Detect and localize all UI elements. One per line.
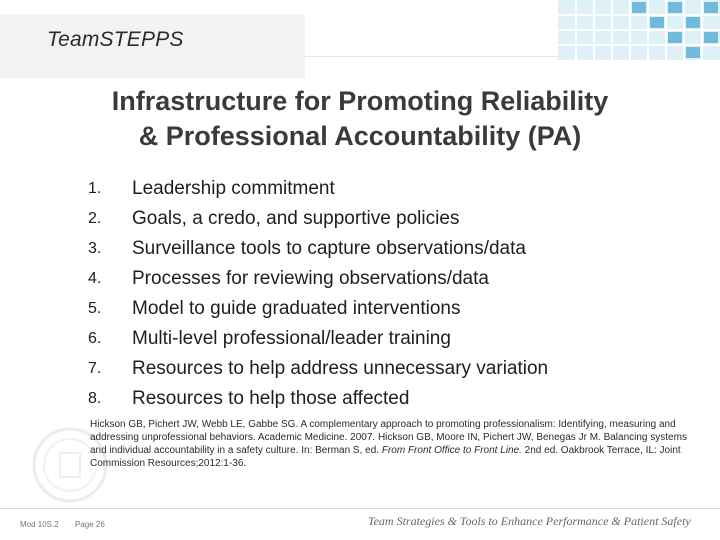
header-divider bbox=[305, 56, 565, 57]
list-text: Multi-level professional/leader training bbox=[132, 328, 451, 349]
list-text: Model to guide graduated interventions bbox=[132, 298, 461, 319]
list-text: Goals, a credo, and supportive policies bbox=[132, 208, 460, 229]
list-item bbox=[88, 324, 548, 354]
list-text: Surveillance tools to capture observations/data bbox=[132, 238, 526, 259]
footer-divider bbox=[0, 508, 720, 509]
list-number: 6. bbox=[88, 330, 102, 347]
list-item bbox=[88, 264, 548, 294]
list-text: Leadership commitment bbox=[132, 178, 335, 199]
citation-text: Hickson GB, Pichert JW, Webb LE, Gabbe SG. A complementary approach to promoting professionalism: Identifying, measuring and addressing unprofessional behaviors. Academic Medicine. 2007. Hickson GB, Moore IN, Pichert JW, Benegas Jr M. Balancing systems and individual accountability in a safety culture. In: Berman S, ed. bbox=[90, 419, 687, 456]
list-number: 2. bbox=[88, 210, 102, 227]
list-number: 4. bbox=[88, 270, 102, 287]
list-item bbox=[88, 294, 548, 324]
citation-text-end: 2nd ed. Oakbrook Terrace, IL: Joint Commission Resources;2012:1-36. bbox=[90, 445, 681, 469]
list-item bbox=[88, 204, 548, 234]
list-number: 7. bbox=[88, 360, 102, 377]
title-line-2: & Professional Accountability (PA) bbox=[138, 121, 582, 151]
list-item bbox=[88, 354, 548, 384]
citation-book-title: From Front Office to Front Line. bbox=[381, 445, 522, 456]
list-item bbox=[88, 384, 548, 414]
list-number: 3. bbox=[88, 240, 102, 257]
brand-logo-text: TeamSTEPPS bbox=[47, 28, 184, 51]
list-item bbox=[88, 174, 548, 204]
list-number: 5. bbox=[88, 300, 102, 317]
list-text: Processes for reviewing observations/data bbox=[132, 268, 489, 289]
list-number: 1. bbox=[88, 180, 102, 197]
numbered-list bbox=[88, 174, 548, 414]
title-line-1: Infrastructure for Promoting Reliability bbox=[111, 86, 609, 116]
list-item bbox=[88, 234, 548, 264]
blue-grid-decoration bbox=[558, 0, 720, 60]
list-number: 8. bbox=[88, 390, 102, 407]
module-code: Mod 10S.2 bbox=[20, 520, 59, 529]
list-text: Resources to help address unnecessary variation bbox=[132, 358, 549, 379]
page-number: Page 26 bbox=[75, 520, 105, 529]
list-text: Resources to help those affected bbox=[132, 388, 410, 409]
footer-tagline: Team Strategies & Tools to Enhance Performance & Patient Safety bbox=[368, 514, 691, 528]
slide-title bbox=[50, 84, 670, 154]
citation bbox=[90, 418, 690, 470]
